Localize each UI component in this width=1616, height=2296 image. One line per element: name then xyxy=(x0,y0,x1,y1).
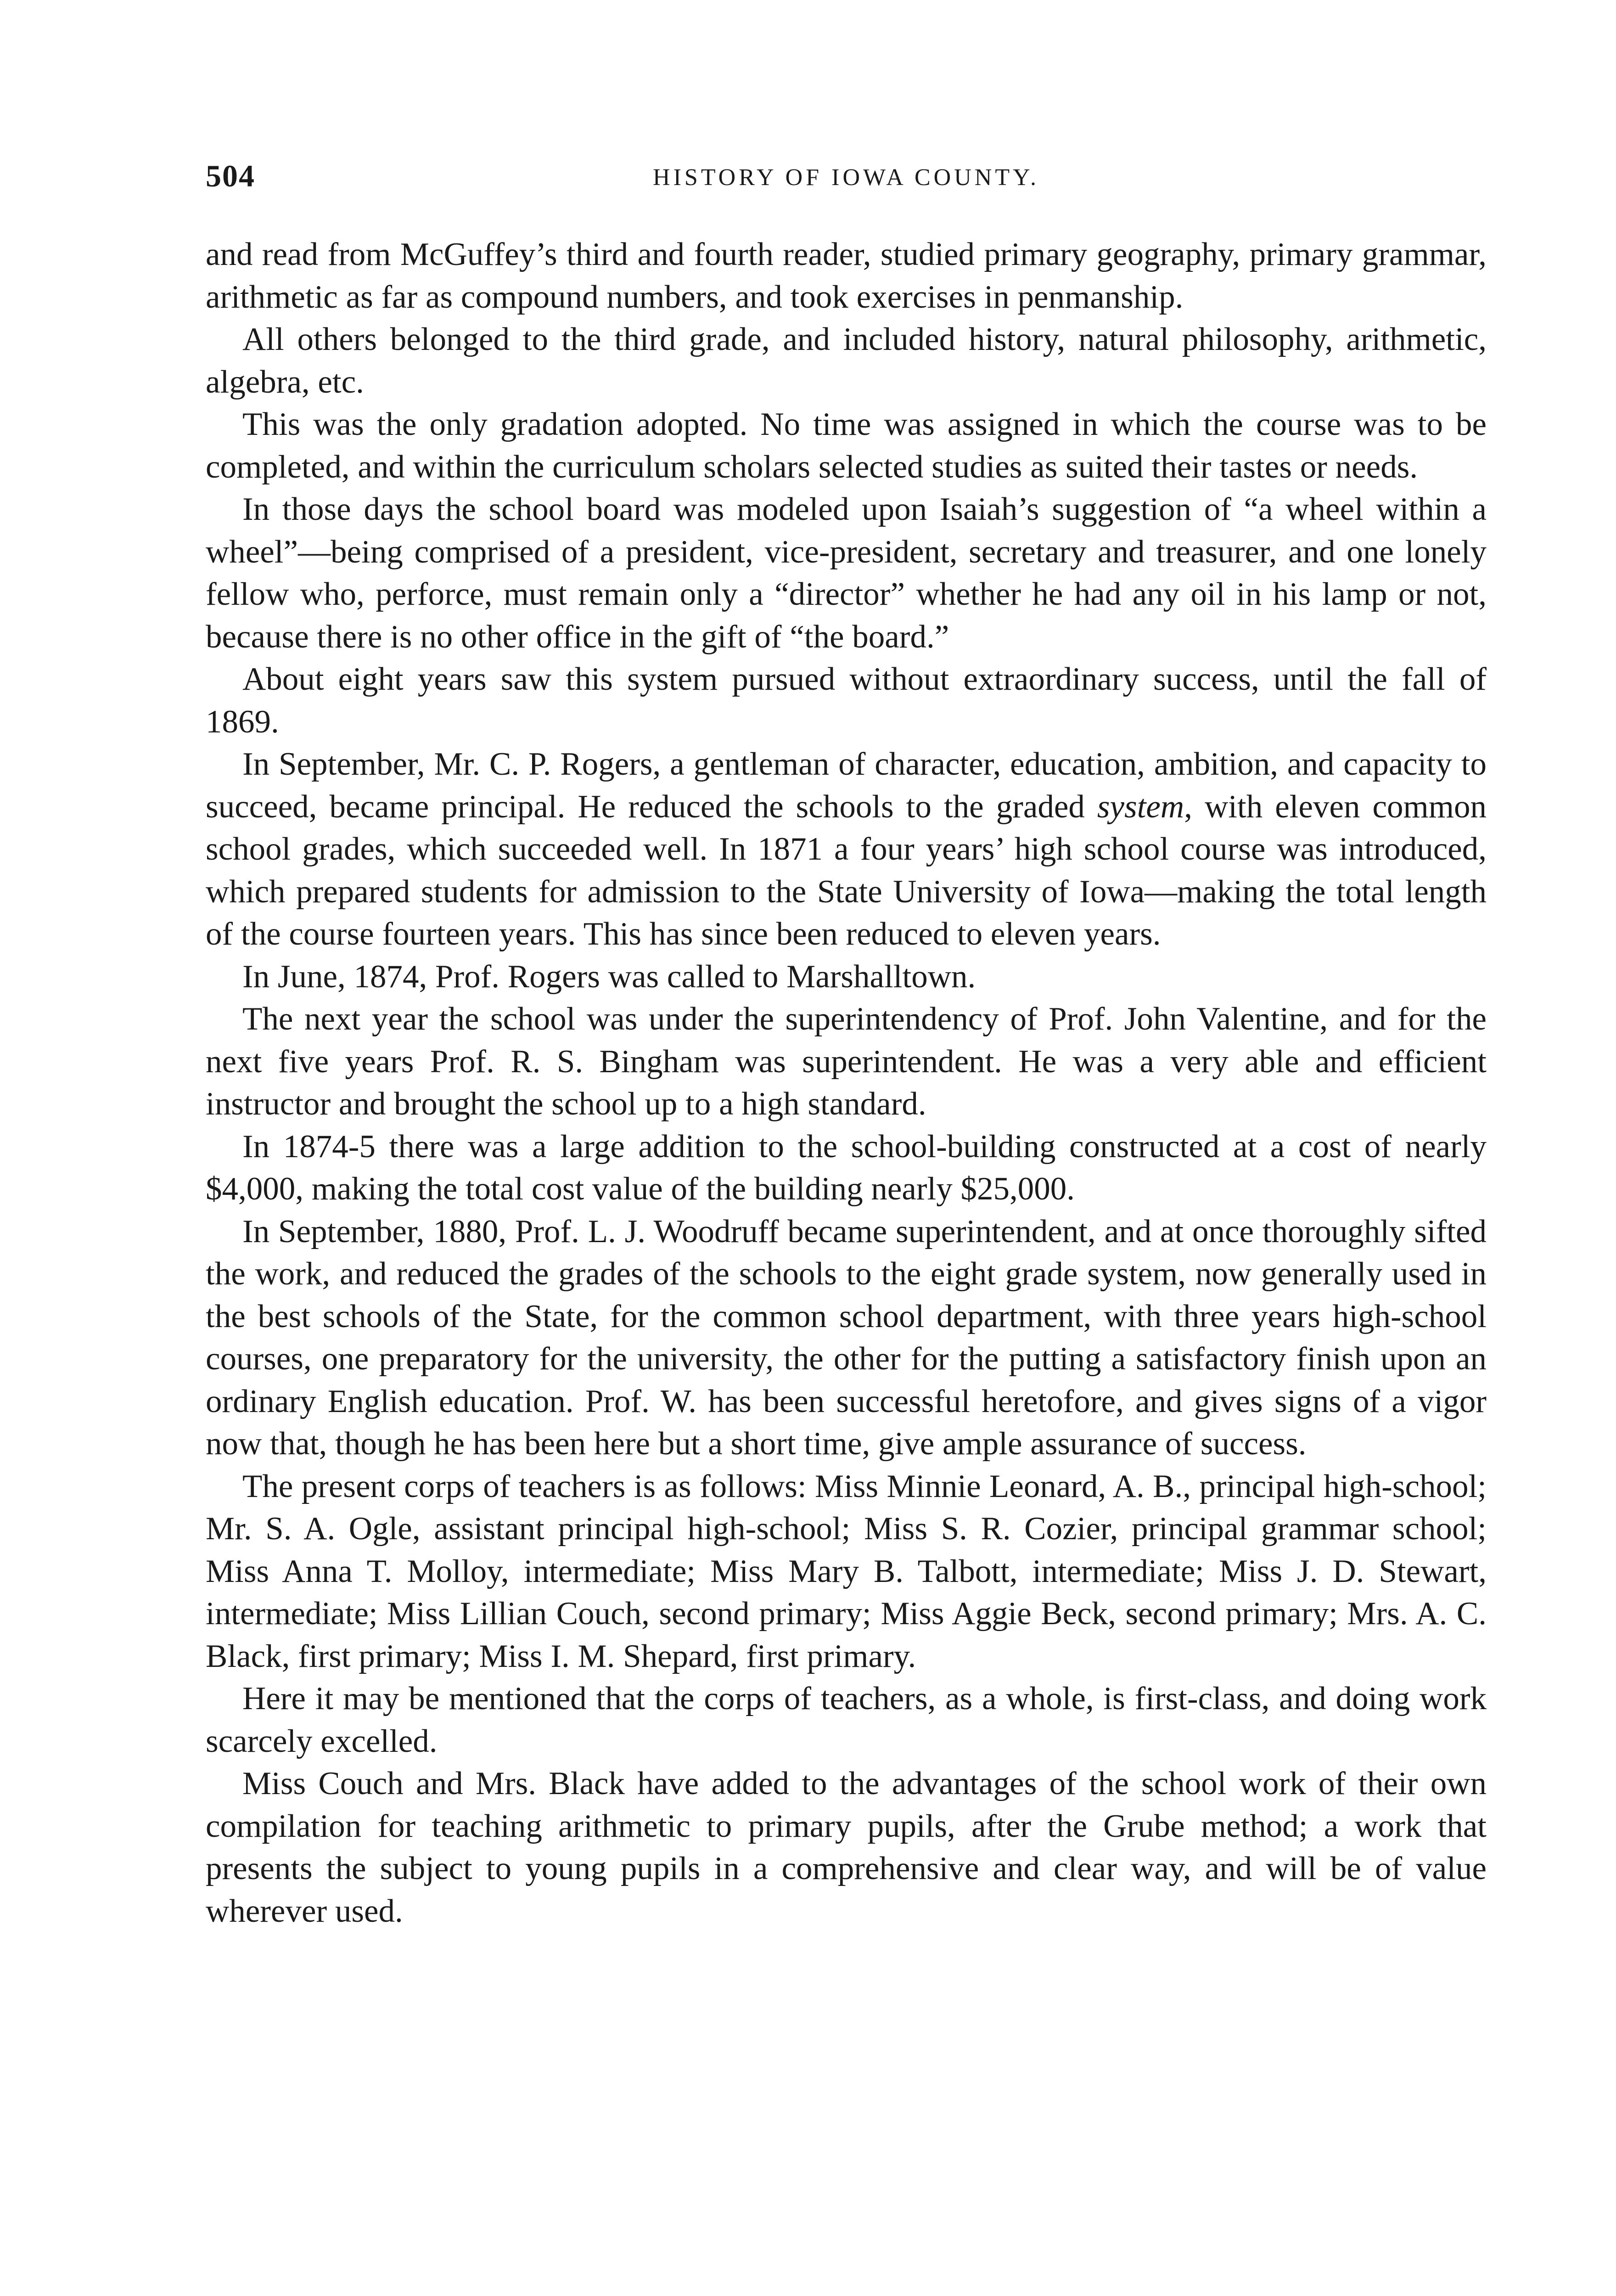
running-head: HISTORY OF IOWA COUNTY. xyxy=(653,164,1039,191)
paragraph-6-after: , with eleven common school grades, which succeeded well. In 1871 a four years’ high school course was introduced, which prepared students for admission to the State University of Iowa—making the total length of the course fourteen years. This has since been reduced to eleven years. xyxy=(206,788,1487,952)
paragraph-4 xyxy=(206,488,1487,658)
page-number: 504 xyxy=(206,158,255,193)
paragraph-3 xyxy=(206,403,1487,488)
paragraph-3-text: This was the only gradation adopted. No time was assigned in which the course was to be completed, and within the curriculum scholars selected studies as suited their tastes or needs. xyxy=(206,406,1487,485)
paragraph-13-text: Miss Couch and Mrs. Black have added to the advantages of the school work of their own compilation for teaching arithmetic to primary pupils, after the Grube method; a work that presents the subject to young pupils in a comprehensive and clear way, and will be of value wherever used. xyxy=(206,1766,1487,1929)
paragraph-10-text: In September, 1880, Prof. L. J. Woodruff became superintendent, and at once thoroughly sifted the work, and reduced the grades of the schools to the eight grade system, now generally used in the best schools of the State, for the common school department, with three years high-school courses, one preparatory for the university, the other for the putting a satisfactory finish upon an ordinary English education. Prof. W. has been successful heretofore, and gives signs of a vigor now that, though he has been here but a short time, give ample assurance of success. xyxy=(206,1213,1487,1462)
paragraph-12 xyxy=(206,1677,1487,1762)
paragraph-7 xyxy=(206,956,1487,998)
paragraph-8 xyxy=(206,998,1487,1125)
paragraph-6 xyxy=(206,743,1487,956)
paragraph-12-text: Here it may be mentioned that the corps of teachers, as a whole, is first-class, and doing work scarcely excelled. xyxy=(206,1681,1487,1759)
paragraph-4-text: In those days the school board was modeled upon Isaiah’s suggestion of “a wheel within a wheel”—being comprised of a president, vice-president, secretary and treasurer, and one lonely fellow who, perforce, must remain only a “director” whether he had any oil in his lamp or not, because there is no other office in the gift of “the board.” xyxy=(206,491,1487,655)
paragraph-13 xyxy=(206,1762,1487,1932)
paragraph-10 xyxy=(206,1210,1487,1465)
paragraph-5 xyxy=(206,658,1487,743)
paragraph-11-text: The present corps of teachers is as follows: Miss Minnie Leonard, A. B., principal high-school; Mr. S. A. Ogle, assistant principal high-school; Miss S. R. Cozier, principal grammar school; Miss Anna T. Molloy, intermediate; Miss Mary B. Talbott, intermediate; Miss J. D. Stewart, intermediate; Miss Lillian Couch, second primary; Miss Aggie Beck, second primary; Mrs. A. C. Black, first primary; Miss I. M. Shepard, first primary. xyxy=(206,1468,1487,1674)
body-text xyxy=(206,233,1487,1932)
paragraph-9-text: In 1874-5 there was a large addition to the school-building constructed at a cost of nearly $4,000, making the total cost value of the building nearly $25,000. xyxy=(206,1128,1487,1207)
paragraph-9 xyxy=(206,1125,1487,1210)
paragraph-7-text: In June, 1874, Prof. Rogers was called to Marshalltown. xyxy=(242,958,976,995)
book-page xyxy=(206,155,1487,1932)
paragraph-6-before: In September, Mr. C. P. Rogers, a gentleman of character, education, ambition, and capacity to succeed, became principal. He reduced the schools to the graded xyxy=(206,746,1487,825)
paragraph-5-text: About eight years saw this system pursued without extraordinary success, until the fall of 1869. xyxy=(206,661,1487,740)
paragraph-11 xyxy=(206,1465,1487,1678)
paragraph-6-emphasis: system xyxy=(1097,788,1184,825)
paragraph-1: and read from McGuffey’s third and fourth reader, studied primary geography, primary grammar, arithmetic as far as compound numbers, and took exercises in penmanship. xyxy=(206,236,1487,315)
page-header xyxy=(206,155,1487,206)
paragraph-2 xyxy=(206,318,1487,403)
paragraph-2-text: All others belonged to the third grade, and included history, natural philosophy, arithmetic, algebra, etc. xyxy=(206,321,1487,400)
paragraph-8-text: The next year the school was under the superintendency of Prof. John Valentine, and for the next five years Prof. R. S. Bingham was superintendent. He was a very able and efficient instructor and brought the school up to a high standard. xyxy=(206,1001,1487,1122)
